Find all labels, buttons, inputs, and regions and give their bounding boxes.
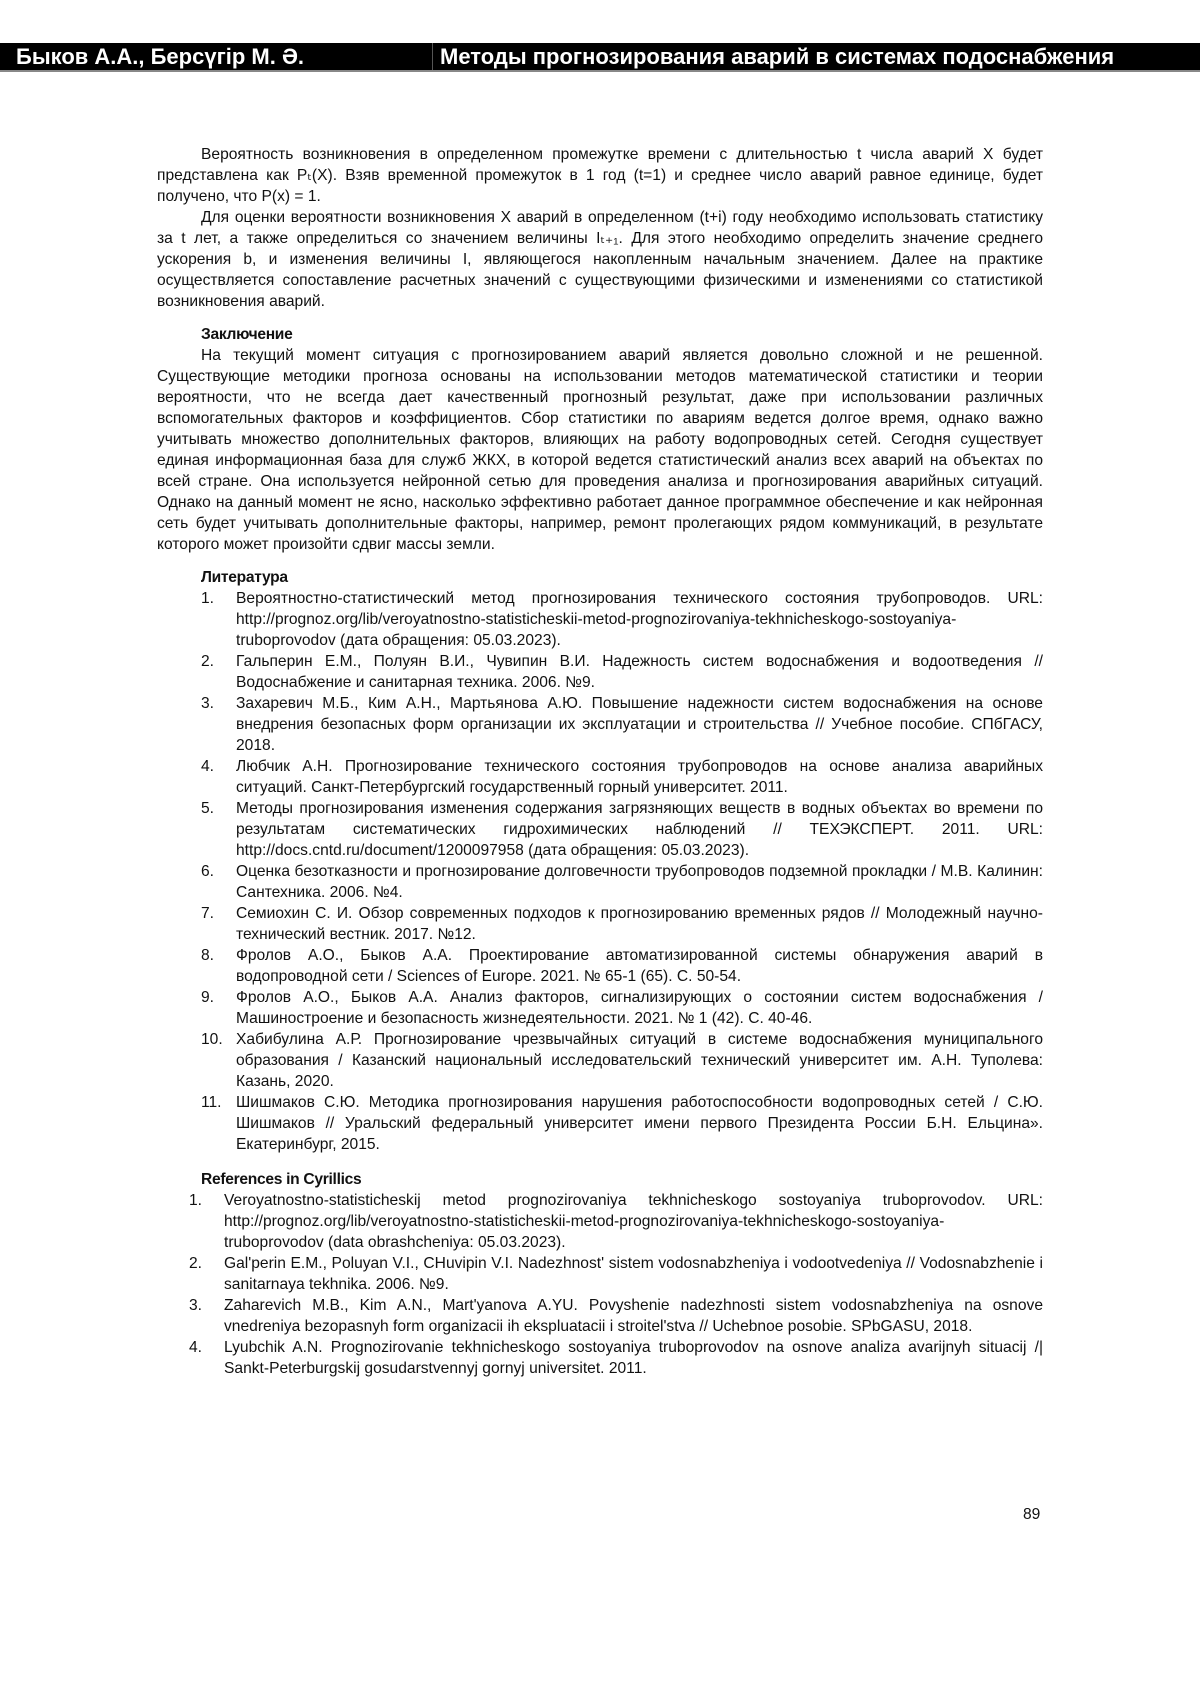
reference-text: Оценка безотказности и прогнозирование долговечности трубопроводов подземной прокладки / М.В. Калинин: Сантехника. 2006. №4. [236, 863, 1043, 901]
reference-number: 1. [201, 588, 214, 609]
reference-text: Фролов А.О., Быков А.А. Проектирование автоматизированной системы обнаружения аварий в водопроводной сети / Sciences of Europe. 2021. № 65-1 (65). С. 50-54. [236, 947, 1043, 985]
reference-text: Lyubchik A.N. Prognozirovanie tekhnicheskogo sostoyaniya truboprovodov na osnove analiza avarijnyh situacij /| Sankt-Peterburgskij gosudarstvennyj gornyj universitet. 2011. [224, 1339, 1043, 1377]
reference-number: 4. [189, 1337, 202, 1358]
reference-item [157, 987, 1043, 1029]
reference-item [157, 1337, 1043, 1379]
literature-list [157, 588, 1043, 1155]
article-body [157, 144, 1043, 1379]
header-divider [432, 43, 433, 70]
conclusion-heading: Заключение [201, 324, 1043, 345]
header-authors: Быков А.А., Берсүгір М. Ә. [16, 43, 304, 70]
reference-item [157, 1092, 1043, 1155]
paragraph: Для оценки вероятности возникновения X аварий в определенном (t+i) году необходимо использовать статистику за t лет, а также определиться со значением величины Iₜ₊₁. Для этого необходимо определить значение среднего ускорения b, и изменения величины I, являющегося накопленным начальным значением. Далее на практике осуществляется сопоставление расчетных значений с существующими физическими и изменениями со статистикой возникновения аварий. [157, 207, 1043, 312]
reference-item [157, 1253, 1043, 1295]
reference-item [157, 798, 1043, 861]
reference-text: Фролов А.О., Быков А.А. Анализ факторов, сигнализирующих о состоянии систем водоснабжения / Машиностроение и безопасность жизнедеятельности. 2021. № 1 (42). С. 40-46. [236, 989, 1043, 1027]
reference-item [157, 588, 1043, 651]
reference-text: Gal'perin E.M., Poluyan V.I., CHuvipin V.I. Nadezhnost' sistem vodosnabzheniya i vodootvedeniya // Vodosnabzhenie i sanitarnaya tekhnika. 2006. №9. [224, 1255, 1043, 1293]
references-list [157, 1190, 1043, 1379]
reference-text: Любчик А.Н. Прогнозирование технического состояния трубопроводов на основе анализа аварийных ситуаций. Санкт-Петербургский государственный горный университет. 2011. [236, 758, 1043, 796]
reference-text: Гальперин Е.М., Полуян В.И., Чувипин В.И. Надежность систем водоснабжения и водоотведения // Водоснабжение и санитарная техника. 2006. №9. [236, 653, 1043, 691]
reference-number: 7. [201, 903, 214, 924]
reference-text: Veroyatnostno-statisticheskij metod prognozirovaniya tekhnicheskogo sostoyaniya truboprovodov. URL: http://prognoz.org/lib/veroyatnostno-statisticheskii-metod-prognozirovaniya-tekhnicheskogo-sostoyaniya-truboprovodov (data obrashcheniya: 05.03.2023). [224, 1192, 1043, 1251]
reference-item [157, 651, 1043, 693]
paragraph: Вероятность возникновения в определенном промежутке времени с длительностью t числа аварий X будет представлена как Pₜ(X). Взяв временной промежуток в 1 год (t=1) и среднее число аварий равное единице, будет получено, что P(x) = 1. [157, 144, 1043, 207]
running-header [0, 43, 1200, 72]
reference-item [157, 1295, 1043, 1337]
reference-item [157, 861, 1043, 903]
header-title: Методы прогнозирования аварий в системах подоснабжения [440, 43, 1114, 70]
reference-number: 1. [189, 1190, 202, 1211]
reference-number: 5. [201, 798, 214, 819]
conclusion-text: На текущий момент ситуация с прогнозированием аварий является довольно сложной и не решенной. Существующие методики прогноза основаны на использовании методов математической статистики и теории вероятности, что не всегда дает качественный прогнозный результат, даже при использовании различных вспомогательных факторов и коэффициентов. Сбор статистики по авариям ведется долгое время, однако важно учитывать множество дополнительных факторов, влияющих на работу водопроводных сетей. Сегодня существует единая информационная база для служб ЖКХ, в которой ведется статистический анализ всех аварий на объектах по всей стране. Она используется нейронной сетью для проведения анализа и прогнозирования аварийных ситуаций. Однако на данный момент не ясно, насколько эффективно работает данное программное обеспечение и как нейронная сеть будет учитывать дополнительные факторы, например, ремонт пролегающих рядом коммуникаций, в результате которого может произойти сдвиг массы земли. [157, 345, 1043, 555]
page-number: 89 [1023, 1506, 1040, 1524]
reference-item [157, 903, 1043, 945]
reference-text: Хабибулина А.Р. Прогнозирование чрезвычайных ситуаций в системе водоснабжения муниципального образования / Казанский национальный исследовательский технический университет им. А.Н. Туполева: Казань, 2020. [236, 1031, 1043, 1090]
reference-item [157, 1190, 1043, 1253]
reference-number: 10. [201, 1029, 223, 1050]
reference-item [157, 756, 1043, 798]
reference-number: 6. [201, 861, 214, 882]
reference-item [157, 1029, 1043, 1092]
reference-number: 4. [201, 756, 214, 777]
reference-number: 2. [201, 651, 214, 672]
reference-number: 3. [201, 693, 214, 714]
reference-text: Захаревич М.Б., Ким А.Н., Мартьянова А.Ю. Повышение надежности систем водоснабжения на основе внедрения безопасных форм организации их эксплуатации и строительства // Учебное пособие. СПбГАСУ, 2018. [236, 695, 1043, 754]
reference-text: Вероятностно-статистический метод прогнозирования технического состояния трубопроводов. URL: http://prognoz.org/lib/veroyatnostno-statisticheskii-metod-prognozirovaniya-tekhnicheskogo-sostoyaniya-truboprovodov (дата обращения: 05.03.2023). [236, 590, 1043, 649]
reference-text: Семиохин С. И. Обзор современных подходов к прогнозированию временных рядов // Молодежный научно-технический вестник. 2017. №12. [236, 905, 1043, 943]
reference-text: Zaharevich M.B., Kim A.N., Mart'yanova A.YU. Povyshenie nadezhnosti sistem vodosnabzheniya na osnove vnedreniya bezopasnyh form organizacii ih ekspluatacii i stroitel'stva // Uchebnoe posobie. SPbGASU, 2018. [224, 1297, 1043, 1335]
references-heading: References in Cyrillics [201, 1169, 1043, 1190]
literature-heading: Литература [201, 567, 1043, 588]
reference-number: 11. [201, 1092, 222, 1113]
reference-number: 3. [189, 1295, 202, 1316]
reference-text: Методы прогнозирования изменения содержания загрязняющих веществ в водных объектах во времени по результатам систематических гидрохимических наблюдений // ТЕХЭКСПЕРТ. 2011. URL: http://docs.cntd.ru/document/1200097958 (дата обращения: 05.03.2023). [236, 800, 1043, 859]
reference-text: Шишмаков С.Ю. Методика прогнозирования нарушения работоспособности водопроводных сетей / С.Ю. Шишмаков // Уральский федеральный университет имени первого Президента России Б.Н. Ельцина». Екатеринбург, 2015. [236, 1094, 1043, 1153]
reference-item [157, 693, 1043, 756]
reference-number: 8. [201, 945, 214, 966]
reference-item [157, 945, 1043, 987]
reference-number: 2. [189, 1253, 202, 1274]
reference-number: 9. [201, 987, 214, 1008]
